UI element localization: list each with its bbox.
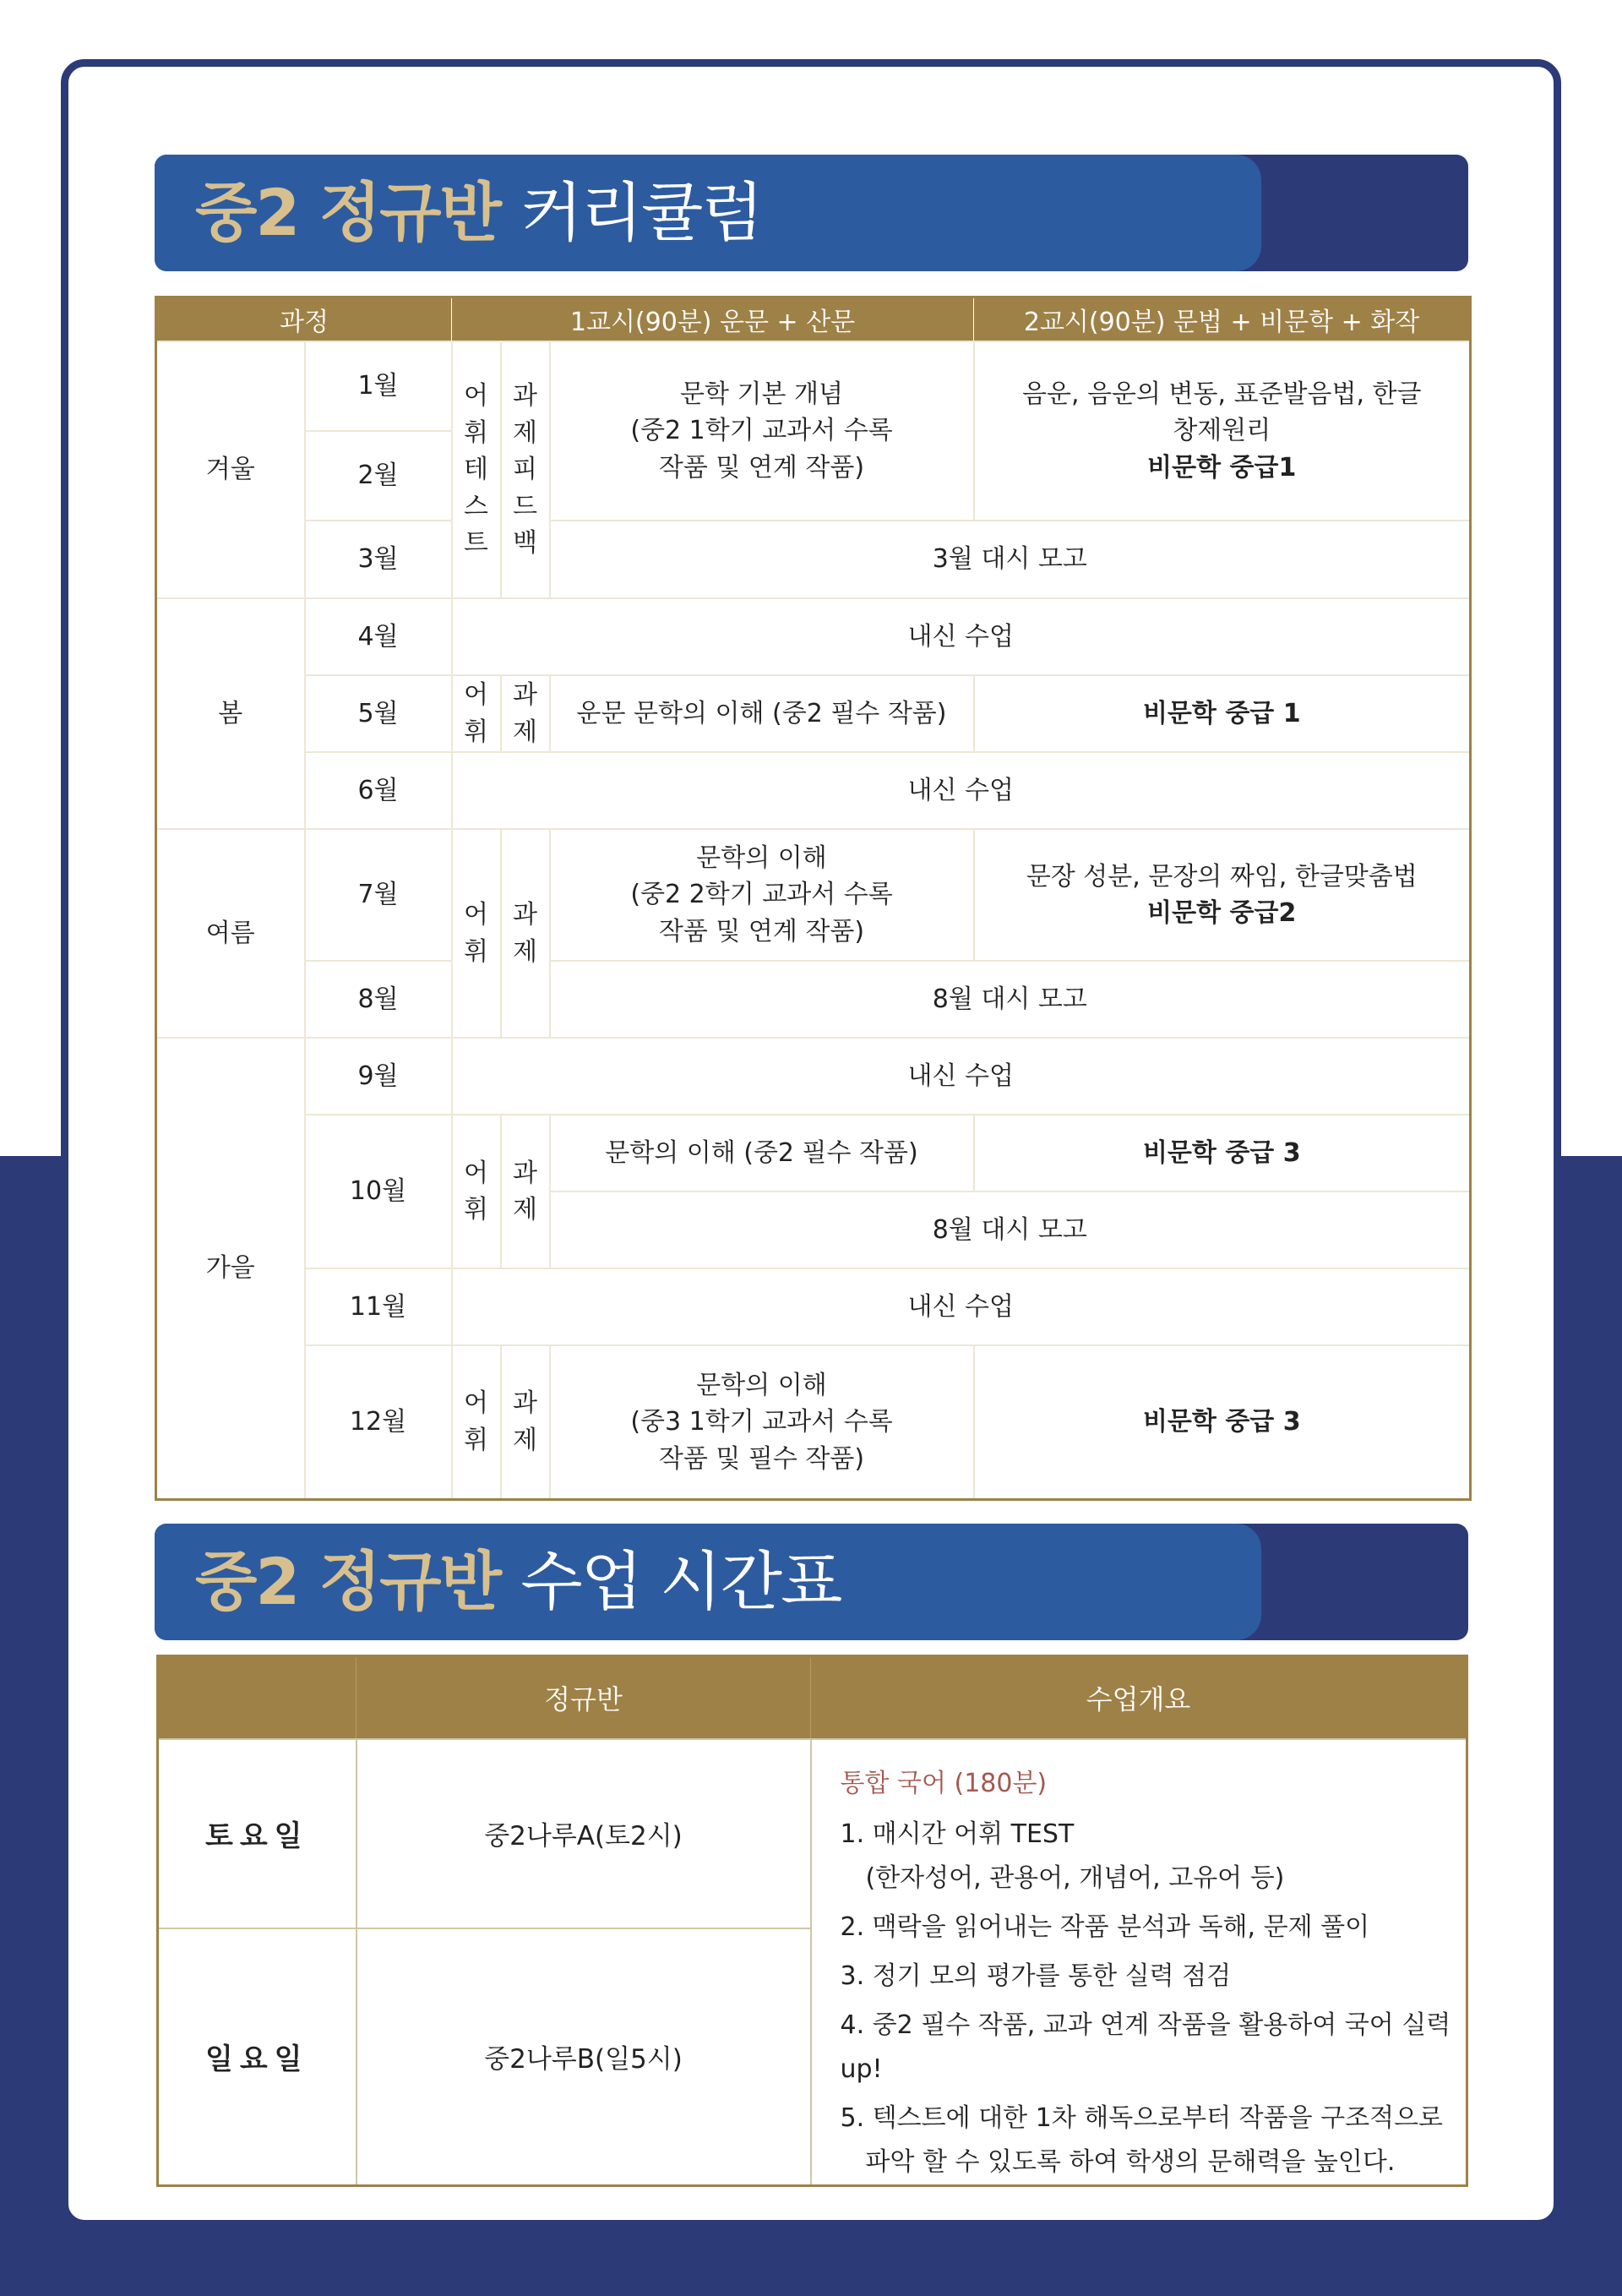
class-name: 중2나루B(일5시) <box>357 1928 811 2186</box>
vertical-char: 휘 <box>464 417 488 448</box>
curriculum-title-banner <box>155 155 1468 271</box>
month-label: 3월 <box>305 521 452 598</box>
table-row <box>156 1345 1471 1499</box>
season-winter: 겨울 <box>156 341 305 598</box>
mock-exam-cell: 3월 대시 모고 <box>550 521 1471 598</box>
curriculum-header-row <box>156 297 1471 342</box>
vertical-char: 드 <box>513 491 537 521</box>
mock-exam-cell: 8월 대시 모고 <box>550 1192 1471 1268</box>
vocab-cell: 어휘 <box>452 1345 501 1499</box>
month-label: 7월 <box>305 829 452 961</box>
month-label: 10월 <box>305 1115 452 1268</box>
homework-cell: 과제 <box>501 1345 550 1499</box>
content-line-bold: 비문학 중급2 <box>1147 898 1297 928</box>
season-summer: 여름 <box>156 829 305 1038</box>
month-label: 11월 <box>305 1268 452 1345</box>
overview-item <box>841 2097 1467 2184</box>
content-line: (중2 1학기 교과서 수록 <box>630 416 893 446</box>
homework-cell <box>501 829 550 1038</box>
vertical-char: 스 <box>464 491 488 521</box>
header-empty <box>158 1656 357 1740</box>
month-label: 8월 <box>305 961 452 1038</box>
overview-title: 통합 국어 (180분) <box>840 1769 1048 1798</box>
mock-exam-cell: 8월 대시 모고 <box>550 961 1471 1038</box>
month-label: 2월 <box>305 431 452 521</box>
vertical-char: 어 <box>464 381 488 412</box>
vertical-char: 테 <box>464 455 488 485</box>
timetable-table <box>156 1655 1468 2187</box>
table-row <box>156 1038 1471 1115</box>
header-overview: 수업개요 <box>811 1656 1467 1740</box>
school-exam-cell: 내신 수업 <box>452 598 1471 675</box>
content-line: 작품 및 연계 작품) <box>658 452 865 483</box>
spring-period2-content: 비문학 중급 1 <box>974 675 1471 752</box>
vertical-char: 제 <box>513 936 537 967</box>
table-row <box>156 675 1471 752</box>
content-line: 문학의 이해 <box>696 843 827 873</box>
overview-item <box>841 1906 1467 1950</box>
vertical-char: 과 <box>513 381 537 412</box>
vertical-char: 백 <box>513 528 537 559</box>
vocab-cell: 어휘 <box>452 1115 501 1268</box>
content-line: (중3 1학기 교과서 수록 <box>630 1407 893 1437</box>
homework-cell: 과제 <box>501 675 550 752</box>
autumn-period2-content: 비문학 중급 3 <box>974 1115 1471 1192</box>
overview-line: 2. 맥락을 읽어내는 작품 분석과 독해, 문제 풀이 <box>840 1912 1370 1942</box>
vocab-cell <box>452 829 501 1038</box>
timetable-title-accent: 중2 정규반 <box>195 1544 501 1619</box>
content-line: 문학의 이해 <box>696 1370 827 1400</box>
vertical-char: 제 <box>513 417 537 448</box>
day-sunday: 일요일 <box>158 1928 357 2186</box>
homework-feedback-cell <box>501 341 550 598</box>
vertical-char: 피 <box>513 455 537 485</box>
table-row <box>156 1268 1471 1345</box>
winter-period1-content <box>550 341 974 521</box>
vocab-test-cell <box>452 341 501 598</box>
month-label: 6월 <box>305 752 452 829</box>
header-period1: 1교시(90분) 운문 + 산문 <box>452 297 974 342</box>
season-autumn: 가을 <box>156 1038 305 1499</box>
timetable-header-row <box>158 1656 1467 1740</box>
vertical-char: 트 <box>464 528 488 559</box>
table-row <box>156 1115 1471 1192</box>
winter-period2-content <box>974 341 1471 521</box>
month-label: 12월 <box>305 1345 452 1499</box>
timetable-title <box>195 1524 841 1640</box>
content-line: 작품 및 필수 작품) <box>658 1443 865 1474</box>
curriculum-title-rest: 커리큘럼 <box>520 175 762 250</box>
overview-line: 3. 정기 모의 평가를 통한 실력 점검 <box>840 1961 1232 1991</box>
table-row <box>156 521 1471 598</box>
summer-period1-content <box>550 829 974 961</box>
vertical-char: 과 <box>513 900 537 930</box>
curriculum-table <box>155 296 1472 1501</box>
class-name: 중2나루A(토2시) <box>357 1739 811 1928</box>
month-label: 4월 <box>305 598 452 675</box>
header-period2: 2교시(90분) 문법 + 비문학 + 화작 <box>974 297 1471 342</box>
month-label: 1월 <box>305 341 452 431</box>
autumn-period1-content: 문학의 이해 (중2 필수 작품) <box>550 1115 974 1192</box>
table-row <box>156 961 1471 1038</box>
school-exam-cell: 내신 수업 <box>452 752 1471 829</box>
curriculum-title <box>195 155 762 271</box>
overview-line: (한자성어, 관용어, 개념어, 고유어 등) <box>865 1863 1285 1893</box>
content-line: 작품 및 연계 작품) <box>658 916 865 946</box>
spring-period1-content: 운문 문학의 이해 (중2 필수 작품) <box>550 675 974 752</box>
autumn12-period2-content: 비문학 중급 3 <box>974 1345 1471 1499</box>
month-label: 9월 <box>305 1038 452 1115</box>
overview-item <box>841 2004 1467 2091</box>
table-row <box>156 752 1471 829</box>
timetable-title-banner <box>155 1524 1468 1640</box>
summer-period2-content <box>974 829 1471 961</box>
timetable-title-rest: 수업 시간표 <box>520 1544 841 1619</box>
content-line: 문학 기본 개념 <box>680 379 843 409</box>
content-line: 음운, 음운의 변동, 표준발음법, 한글 <box>1022 379 1422 409</box>
overview-line: 1. 매시간 어휘 TEST <box>840 1819 1075 1849</box>
header-class: 정규반 <box>357 1656 811 1740</box>
header-course: 과정 <box>156 297 452 342</box>
school-exam-cell: 내신 수업 <box>452 1268 1471 1345</box>
vertical-char: 어 <box>464 900 488 930</box>
content-line: (중2 2학기 교과서 수록 <box>630 880 893 910</box>
overview-line: 4. 중2 필수 작품, 교과 연계 작품을 활용하여 국어 실력 up! <box>840 2010 1451 2084</box>
table-row <box>156 341 1471 431</box>
content-line-bold: 비문학 중급1 <box>1147 452 1297 483</box>
content-line: 창제원리 <box>1173 416 1271 446</box>
school-exam-cell: 내신 수업 <box>452 1038 1471 1115</box>
overview-line: 5. 텍스트에 대한 1차 해독으로부터 작품을 구조적으로 <box>840 2103 1444 2133</box>
day-saturday: 토요일 <box>158 1739 357 1928</box>
autumn12-period1-content <box>550 1345 974 1499</box>
vertical-char: 휘 <box>464 936 488 967</box>
homework-cell: 과제 <box>501 1115 550 1268</box>
curriculum-title-accent: 중2 정규반 <box>195 175 501 250</box>
month-label: 5월 <box>305 675 452 752</box>
table-row <box>156 829 1471 961</box>
table-row <box>158 1739 1467 1928</box>
season-spring: 봄 <box>156 598 305 829</box>
vocab-cell: 어휘 <box>452 675 501 752</box>
overview-item <box>841 1955 1467 1999</box>
content-line: 문장 성분, 문장의 짜임, 한글맞춤법 <box>1026 861 1418 892</box>
table-row <box>156 598 1471 675</box>
class-overview <box>811 1739 1467 2186</box>
overview-line: 파악 할 수 있도록 하여 학생의 문해력을 높인다. <box>865 2147 1396 2177</box>
overview-item <box>841 1813 1467 1901</box>
